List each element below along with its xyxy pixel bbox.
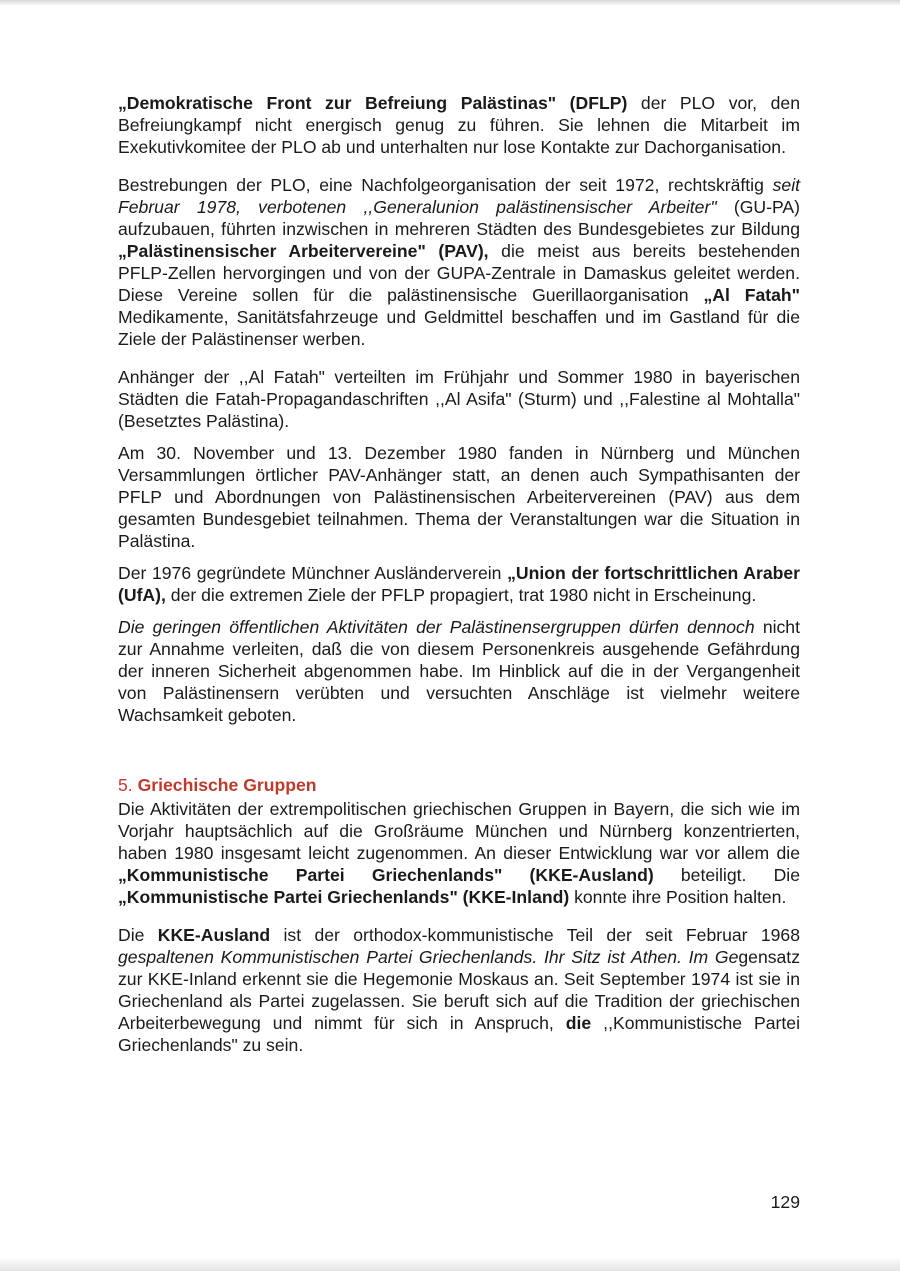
section-number: 5. xyxy=(118,775,133,795)
paragraph-dflp: „Demokratische Front zur Befreiung Palästinas" (DFLP) der PLO vor, den Befreiungkampf nicht energisch genug zu führen. Sie lehnen die Mitarbeit im Exekutivkomitee der PLO ab und unterhalten nur lose Kontakte zur Dachorganisation. xyxy=(118,93,800,157)
page-body xyxy=(118,92,800,1072)
paragraph-pav: Bestrebungen der PLO, eine Nachfolgeorganisation der seit 1972, rechtskräftig seit Februar 1978, verbotenen ,,Generalunion palästinensischer Arbeiter" (GU-PA) aufzubauen, führten inzwischen in mehreren Städten des Bundesgebietes zur Bildung „Palästinensischer Arbeitervereine" (PAV), die meist aus bereits bestehenden PFLP-Zellen hervorgingen und von der GUPA-Zentrale in Damaskus geleitet werden. Diese Vereine sollen für die palästinensische Guerillaorganisation „Al Fatah" Medikamente, Sanitätsfahrzeuge und Geldmittel beschaffen und im Gastland für die Ziele der Palästinenser werben. xyxy=(118,175,800,349)
paragraph-assessment: Die geringen öffentlichen Aktivitäten der Palästinensergruppen dürfen dennoch nicht zur Annahme verleiten, daß die von diesem Personenkreis ausgehende Gefährdung der inneren Sicherheit abgenommen habe. Im Hinblick auf die in der Vergangenheit von Palästinensern verübten und versuchten Anschläge ist vielmehr weitere Wachsamkeit geboten. xyxy=(118,617,800,725)
paragraph-ufa: Der 1976 gegründete Münchner Ausländerverein „Union der fortschrittlichen Araber (UfA), der die extremen Ziele der PFLP propagiert, trat 1980 nicht in Erscheinung. xyxy=(118,563,800,605)
section-title: Griechische Gruppen xyxy=(137,775,317,795)
paragraph-greek-activities: Die Aktivitäten der extrempolitischen griechischen Gruppen in Bayern, die sich wie im Vorjahr hauptsächlich auf die Großräume München und Nürnberg konzentrierten, haben 1980 insgesamt leicht zugenommen. An dieser Entwicklung war vor allem die „Kommunistische Partei Griechenlands" (KKE-Ausland) beteiligt. Die „Kommunistische Partei Griechenlands" (KKE-Inland) konnte ihre Position halten. xyxy=(118,799,800,907)
paragraph-meetings: Am 30. November und 13. Dezember 1980 fanden in Nürnberg und München Versammlungen örtlicher PAV-Anhänger statt, an denen auch Sympathisanten der PFLP und Abordnungen von Palästinensischen Arbeitervereinen (PAV) aus dem gesamten Bundesgebiet teilnahmen. Thema der Veranstaltungen war die Situation in Palästina. xyxy=(118,443,800,551)
scan-edge-top xyxy=(0,0,900,6)
paragraph-kke-ausland: Die KKE-Ausland ist der orthodox-kommunistische Teil der seit Februar 1968 gespaltenen Kommunistischen Partei Griechenlands. Ihr Sitz ist Athen. Im Gegensatz zur KKE-Inland erkennt sie die Hegemonie Moskaus an. Seit September 1974 ist sie in Griechenland als Partei zugelassen. Sie beruft sich auf die Tradition der griechischen Arbeiterbewegung und nimmt für sich in Anspruch, die ,,Kommunistische Partei Griechenlands" zu sein. xyxy=(118,925,800,1055)
section-heading xyxy=(118,774,800,796)
scan-edge-bottom xyxy=(0,1257,900,1271)
page-number: 129 xyxy=(770,1192,800,1212)
paragraph-al-fatah: Anhänger der ,,Al Fatah" verteilten im Frühjahr und Sommer 1980 in bayerischen Städten die Fatah-Propagandaschriften ,,Al Asifa" (Sturm) und ,,Falestine al Mohtalla" (Besetztes Palästina). xyxy=(118,367,800,431)
